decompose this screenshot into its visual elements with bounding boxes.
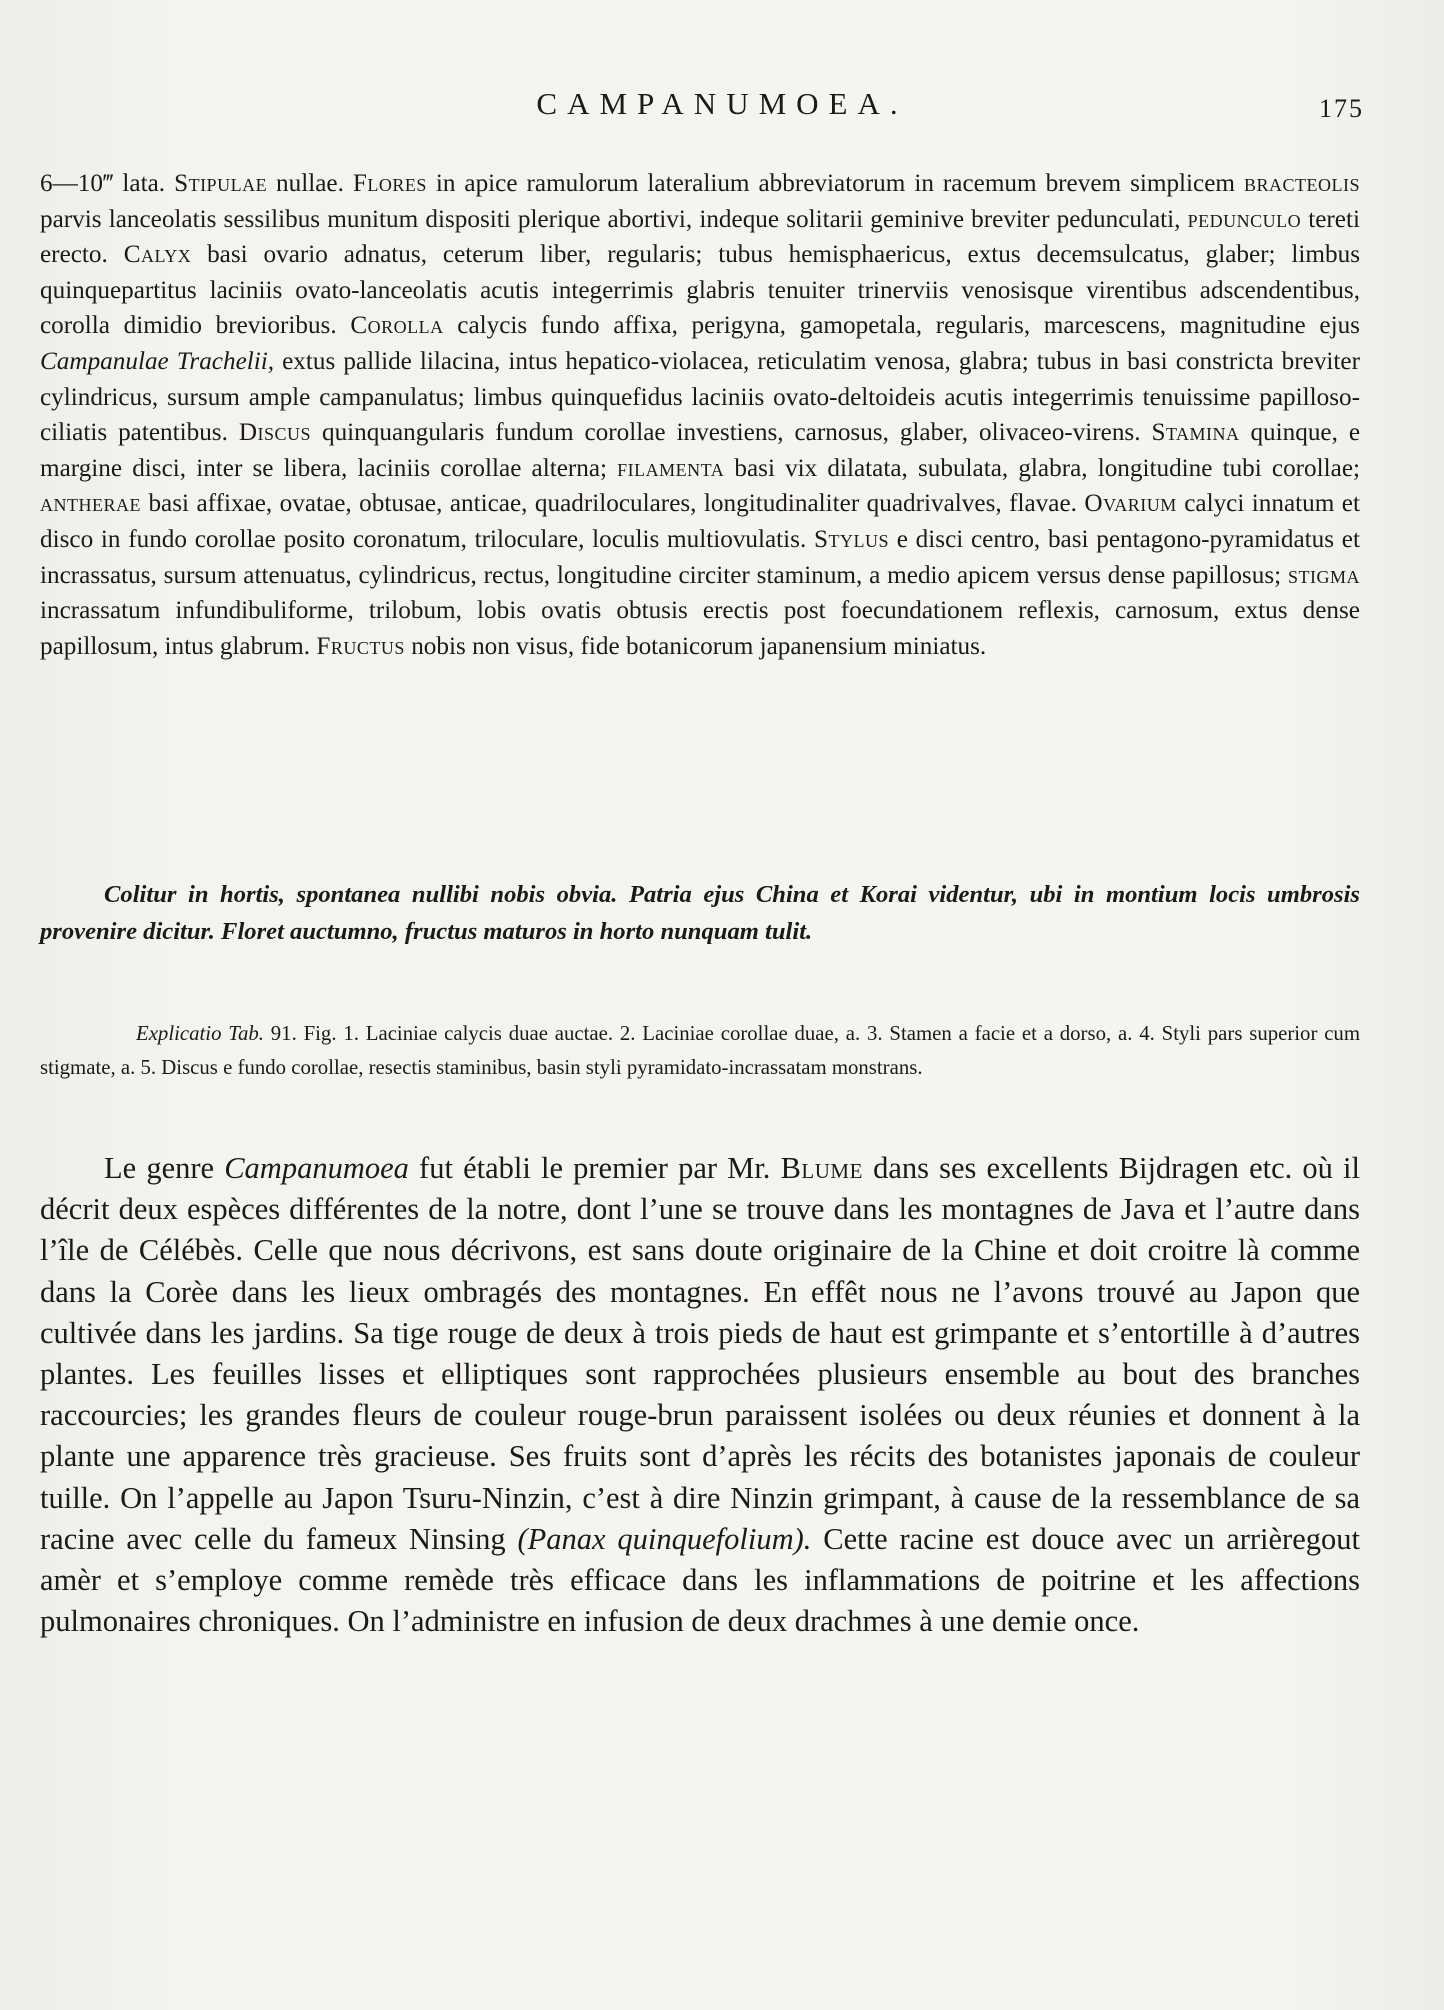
panax-reference: (Panax quinquefolium). [517,1521,812,1556]
desc-text: 6—10‴ lata. [40,170,175,197]
term-discus: Discus [238,419,312,447]
desc-text: basi vix dilatata, subulata, glabra, longitudine tubi corollae; [724,454,1360,482]
term-pedunculo: pedunculo [1187,205,1302,233]
desc-text: extus pallide lilacina, intus hepatico-violacea, reticulatim venosa, glabra; tubus in basi constricta breviter cylindricus, sursum ample campanulatus; limbus quinquefidus laciniis ovato-deltoideis acutis integerrimis tenuissime papilloso-ciliatis patentibus. [40,347,1360,447]
french-commentary [40,1148,1360,1642]
desc-text: quinque, e margine disci, inter se libera, laciniis corollae alterna; [40,419,1361,482]
running-head [40,82,1404,132]
author-name: Blume [780,1151,863,1185]
term-calyx: Calyx [123,241,192,269]
term-ovarium: Ovarium [1084,490,1177,518]
species-reference: Campanulae Trachelii, [40,347,275,375]
explicatio-text: 91. Fig. 1. Laciniae calycis duae auctae. 2. Laciniae corollae duae, a. 3. Stamen a facie et a dorso, a. 4. Styli pars superior cum stigmate, a. 5. Discus e fundo corollae, resectis staminibus, basin styli pyramidato-incrassatam monstrans. [40,1022,1360,1079]
desc-text: incrassatum infundibuliforme, trilobum, lobis ovatis obtusis erectis post foecundationem reflexis, carnosum, extus dense papillosum, intus glabrum. [40,597,1360,660]
desc-text: calycis fundo affixa, perigyna, gamopetala, regularis, marcescens, magnitudine ejus [443,312,1360,340]
french-text: Le genre [104,1151,225,1185]
desc-text: nullae. [267,170,353,197]
french-text: fut établi le premier par Mr. [408,1151,781,1185]
term-filamenta: filamenta [617,454,725,482]
desc-text: basi ovario adnatus, ceterum liber, regularis; tubus hemisphaericus, extus decemsulcatus, glaber; limbus quinquepartitus laciniis ovato-lanceolatis acutis integerrimis glabris tenuiter trinerviis venosisque virentibus adscendentibus, corolla dimidio brevioribus. [40,241,1360,340]
running-title: CAMPANUMOEA. [536,86,908,121]
term-stigma: stigma [1287,561,1360,589]
term-stamina: Stamina [1151,419,1240,447]
term-corolla: Corolla [350,312,444,340]
explicatio-label: Explicatio Tab. [136,1022,264,1045]
botanical-description [40,166,1360,664]
desc-text: parvis lanceolatis sessilibus munitum dispositi plerique abortivi, indeque solitarii geminive breviter pedunculati, [40,205,1188,233]
desc-text: e disci centro, basi pentagono-pyramidatus et incrassatus, sursum attenuatus, cylindricus, rectus, longitudine circiter staminum, a medio apicem versus dense papillosus; [40,525,1360,589]
desc-text: basi affixae, ovatae, obtusae, anticae, quadriloculares, longitudinaliter quadrivalves, flavae. [141,490,1085,518]
french-text: Cette racine est douce avec un arrièregout amèr et s’employe comme remède très efficace dans les inflammations de poitrine et les affections pulmonaires chroniques. On l’administre en infusion de deux drachmes à une demie once. [40,1521,1360,1639]
desc-text: quinquangularis fundum corollae investiens, carnosus, glaber, olivaceo-virens. [311,419,1152,447]
term-bracteolis: bracteolis [1243,170,1360,197]
page-number: 175 [1319,94,1364,123]
desc-text: tereti erecto. [40,205,1360,269]
plate-explanation [40,1017,1360,1084]
french-text: dans ses excellents Bijdragen etc. où il décrit deux espèces différentes de la notre, dont l’une se trouve dans les montagnes de Java et l’autre dans l’île de Célébès. Celle que nous décrivons, est sans doute originaire de la Chine et doit croitre là comme dans la Corèe dans les lieux ombragés des montagnes. En effêt nous ne l’avons trouvé au Japon que cultivée dans les jardins. Sa tige rouge de deux à trois pieds de haut est grimpante et s’entortille à d’autres plantes. Les feuilles lisses et elliptiques sont rapprochées plusieurs ensemble au bout des branches raccourcies; les grandes fleurs de couleur rouge-brun paraissent isolées ou deux réunies et donnent à la plante une apparence très gracieuse. Ses fruits sont d’après les récits des botanistes japonais de couleur tuille. On l’appelle au Japon Tsuru-Ninzin, c’est à dire Ninzin grimpant, à cause de la ressemblance de sa racine avec celle du fameux Ninsing [40,1151,1360,1556]
genus-name: Campanumoea [224,1151,409,1185]
term-stylus: Stylus [814,525,890,553]
desc-text: in apice ramulorum lateralium abbreviatorum in racemum brevem simplicem [426,170,1244,197]
habitat-paragraph: Colitur in hortis, spontanea nullibi nobis obvia. Patria ejus China et Korai videntur, ubi in montium locis umbrosis provenire dicitur. Floret auctumno, fructus maturos in horto nunquam tulit. [40,881,1360,945]
term-fructus: Fructus [316,632,405,660]
term-stipulae: Stipulae [174,170,268,197]
desc-text: calyci innatum et disco in fundo corollae posito coronatum, triloculare, loculis multiovulatis. [40,490,1360,553]
desc-text: nobis non visus, fide botanicorum japanensium miniatus. [404,632,987,660]
term-flores: Flores [352,170,427,197]
term-antherae: antherae [40,490,141,518]
